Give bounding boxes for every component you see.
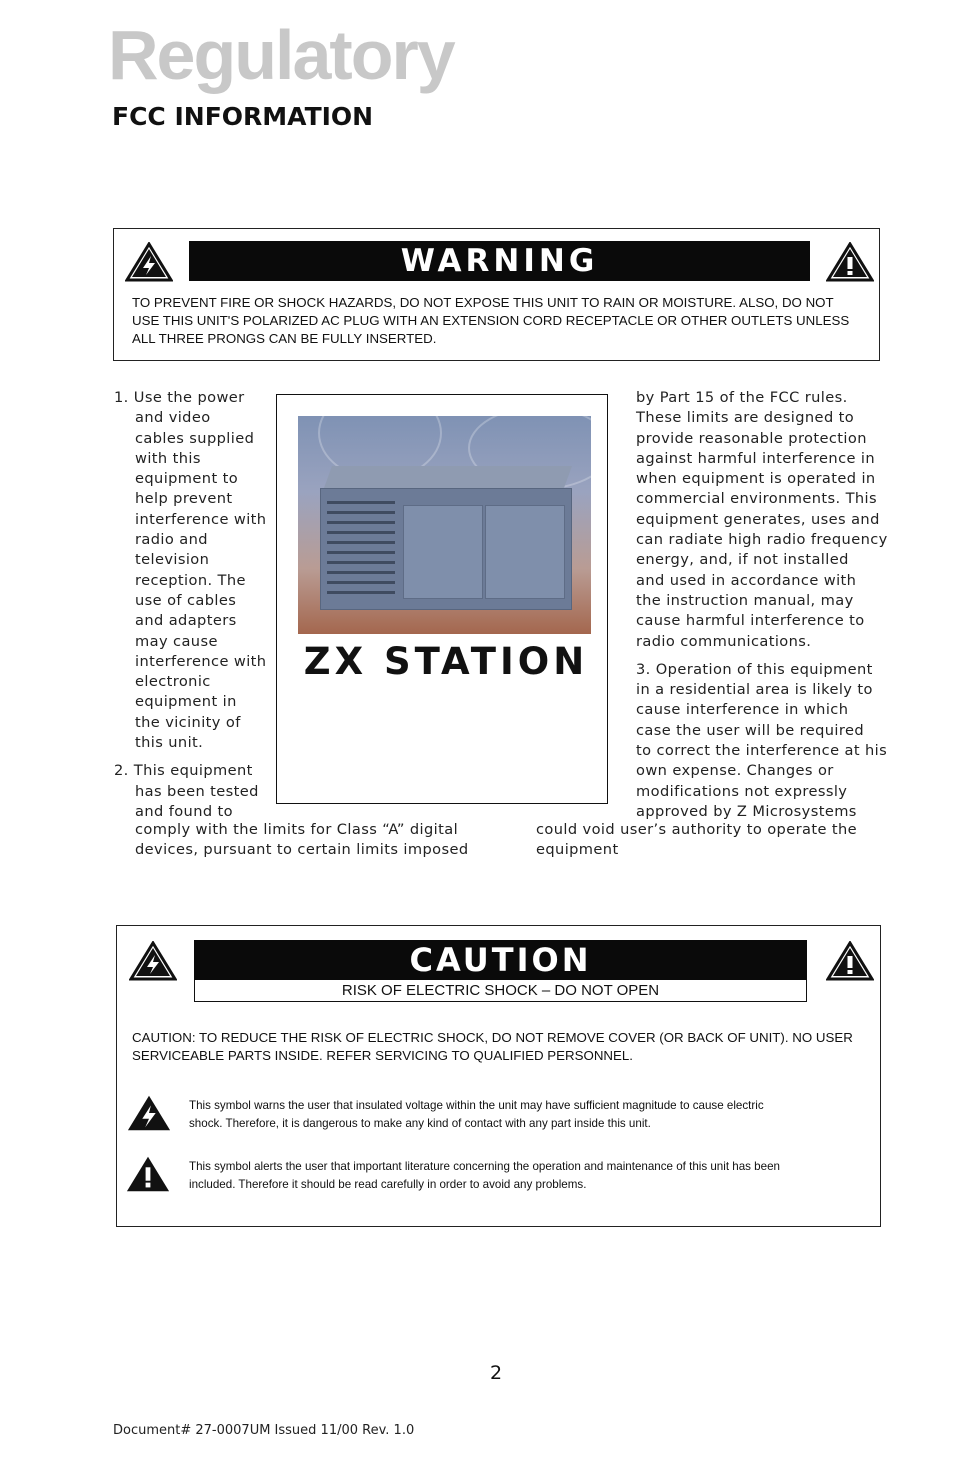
- caution-sub-banner: RISK OF ELECTRIC SHOCK – DO NOT OPEN: [194, 980, 807, 1002]
- fcc-item-2: [114, 761, 274, 822]
- document-footer: Document# 27-0007UM Issued 11/00 Rev. 1.0: [113, 1423, 415, 1438]
- text-line: equipment: [536, 841, 619, 859]
- fcc-item-2-tail: [135, 820, 515, 861]
- text-line: equipment in: [135, 693, 237, 711]
- lightning-symbol-text: [189, 1097, 879, 1133]
- warning-banner: WARNING: [189, 241, 810, 281]
- text-line: 1. Use the power: [114, 389, 245, 406]
- text-line: commercial environments. This: [636, 490, 878, 508]
- fcc-item-1: [114, 388, 274, 753]
- text-line: equipment generates, uses and: [636, 510, 880, 528]
- fcc-left-column: [114, 388, 274, 822]
- fcc-item-3-tail: [536, 820, 896, 861]
- text-line: equipment to: [135, 470, 239, 488]
- text-line: 3. Operation of this equipment: [636, 660, 873, 678]
- caution-text: [132, 1029, 872, 1065]
- text-line: comply with the limits for Class “A” digital: [135, 821, 459, 838]
- text-line: by Part 15 of the FCC rules.: [636, 389, 848, 406]
- text-line: when equipment is operated in: [636, 470, 876, 488]
- text-line: radio communications.: [636, 632, 812, 650]
- text-line: and found to: [135, 802, 234, 820]
- text-line: the vicinity of: [135, 713, 241, 731]
- text-line: case the user will be required: [636, 721, 865, 739]
- page-number: 2: [490, 1362, 503, 1384]
- text-line: radio and: [135, 531, 208, 549]
- warning-line: ALL THREE PRONGS CAN BE FULLY INSERTED.: [132, 331, 437, 346]
- text-line: own expense. Changes or: [636, 762, 834, 780]
- caution-line: CAUTION: TO REDUCE THE RISK OF ELECTRIC SHOCK, DO NOT REMOVE COVER (OR BACK OF UNIT). NO USER: [132, 1030, 853, 1045]
- text-line: can radiate high radio frequency: [636, 531, 888, 549]
- warning-text: [132, 294, 872, 348]
- caution-banner: CAUTION: [194, 940, 807, 980]
- warning-line: USE THIS UNIT'S POLARIZED AC PLUG WITH AN EXTENSION CORD RECEPTACLE OR OTHER OUTLETS UNLESS: [132, 313, 850, 328]
- text-line: the instruction manual, may: [636, 591, 854, 609]
- text-line: modifications not expressly: [636, 782, 848, 800]
- text-line: in a residential area is likely to: [636, 681, 873, 699]
- text-line: against harmful interference in: [636, 449, 876, 467]
- text-line: energy, and, if not installed: [636, 551, 849, 569]
- text-line: this unit.: [135, 734, 204, 752]
- text-line: cause harmful interference to: [636, 612, 865, 630]
- text-line: interference with: [135, 652, 267, 670]
- text-line: devices, pursuant to certain limits imposed: [135, 841, 469, 859]
- lightning-symbol-icon: [126, 1093, 172, 1133]
- text-line: approved by Z Microsystems: [636, 802, 857, 820]
- page-title: Regulatory: [108, 16, 454, 94]
- text-line: help prevent: [135, 490, 233, 508]
- text-line: cables supplied: [135, 429, 255, 447]
- exclamation-warning-icon: [826, 242, 874, 282]
- text-line: electronic: [135, 673, 211, 691]
- text-line: use of cables: [135, 591, 237, 609]
- text-line: has been tested: [135, 782, 259, 800]
- text-line: and video: [135, 409, 211, 427]
- text-line: reception. The: [135, 571, 246, 589]
- caution-box: [116, 925, 881, 1227]
- text-line: and adapters: [135, 612, 237, 630]
- text-line: 2. This equipment: [114, 762, 253, 780]
- warning-box: [113, 228, 880, 361]
- exclamation-caution-icon: [826, 941, 874, 981]
- product-photo: [298, 416, 591, 634]
- lightning-caution-icon: [129, 941, 177, 981]
- caution-line: SERVICEABLE PARTS INSIDE. REFER SERVICING TO QUALIFIED PERSONNEL.: [132, 1048, 633, 1063]
- symbol-line: included. Therefore it should be read carefully in order to avoid any problems.: [189, 1178, 587, 1191]
- lightning-warning-icon: [125, 242, 173, 282]
- text-line: These limits are designed to: [636, 409, 855, 427]
- text-line: could void user’s authority to operate the: [536, 821, 858, 838]
- exclamation-symbol-icon: [125, 1154, 171, 1194]
- text-line: with this: [135, 449, 201, 467]
- text-line: and used in accordance with: [636, 571, 857, 589]
- fcc-item-3: [636, 660, 896, 822]
- symbol-line: shock. Therefore, it is dangerous to make any kind of contact with any part inside this unit.: [189, 1117, 651, 1130]
- symbol-line: This symbol alerts the user that important literature concerning the operation and maintenance of this unit has been: [189, 1160, 780, 1173]
- symbol-line: This symbol warns the user that insulated voltage within the unit may have sufficient magnitude to cause electric: [189, 1099, 764, 1112]
- text-line: may cause: [135, 632, 218, 650]
- text-line: television: [135, 551, 210, 569]
- product-image-frame: [276, 394, 608, 804]
- text-line: provide reasonable protection: [636, 429, 867, 447]
- text-line: interference with: [135, 510, 267, 528]
- exclamation-symbol-text: [189, 1158, 879, 1194]
- section-heading: FCC INFORMATION: [112, 102, 374, 131]
- warning-line: TO PREVENT FIRE OR SHOCK HAZARDS, DO NOT EXPOSE THIS UNIT TO RAIN OR MOISTURE. ALSO, DO NOT: [132, 295, 834, 310]
- fcc-item-2-continued: [636, 388, 896, 652]
- fcc-right-column: [636, 388, 896, 822]
- text-line: cause interference in which: [636, 701, 849, 719]
- text-line: to correct the interference at his: [636, 742, 888, 760]
- product-label: ZX STATION: [303, 640, 589, 683]
